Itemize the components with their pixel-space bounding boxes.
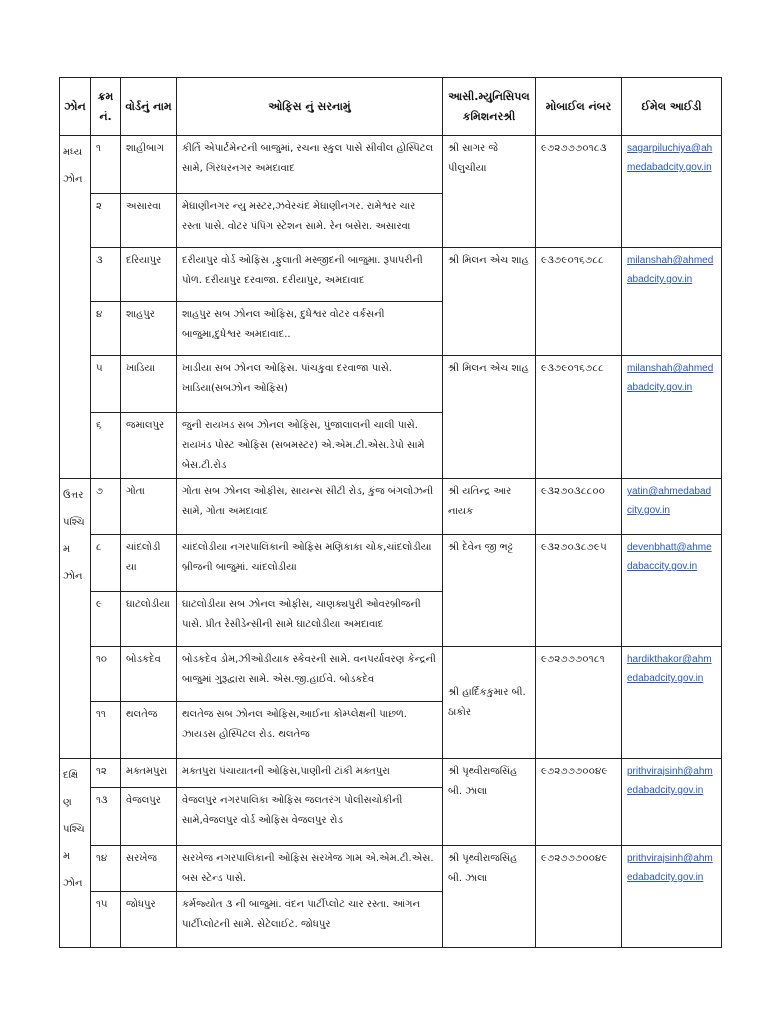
email-link[interactable]: devenbhatt@ahmedabaccity.gov.in [627,542,712,572]
ward-cell: જોધપુર [121,892,177,948]
serial-cell: ૧ [91,136,121,194]
email-cell[interactable] [622,535,722,647]
ward-cell: દરિયાપુર [121,248,177,302]
ward-cell: ઘાટલોડીયા [121,592,177,647]
mobile-cell: ૯૭૨૭૭૭૦૧૮૩ [536,136,622,248]
serial-cell: ૧૦ [91,647,121,702]
table-row [60,479,722,535]
ward-cell: ખાડિયા [121,356,177,413]
officer-cell: શ્રી યતિન્દ્ર આર નાયક [443,479,536,535]
email-cell[interactable] [622,759,722,846]
header-mobile: મોબાઈલ નંબર [536,78,622,136]
mobile-cell: ૯૭૨૭૭૭૦૦૪૯ [536,759,622,846]
header-address: ઓફિસ નું સરનામું [177,78,443,136]
ward-cell: ચાંદલોડીયા [121,535,177,592]
serial-cell: ૧૧ [91,702,121,759]
header-row [60,78,722,136]
address-cell: ચાંદલોડીયા નગરપાલિકાની ઓફિસ મણિકાકા ચોક,ચાંદલોડીયા બ્રીજની બાજુમાં. ચાંદલોડીયા [177,535,443,592]
mobile-cell: ૯૩૭૯૦૧૬૭૮૮ [536,248,622,356]
address-cell: ખાડીયા સબ ઝોનલ ઓફિસ. પાંચકુવા દરવાજા પાસે. ખાડિયા(સબઝોન ઓફિસ) [177,356,443,413]
header-zone: ઝોન [60,78,91,136]
email-cell[interactable] [622,846,722,948]
officer-cell: શ્રી પૃથ્વીરાજસિંહ બી. ઝાલા [443,846,536,948]
address-cell: બોડકદેવ ડોમ,ઝીઓડીયાક સ્કેવરની સામે. વનપર્યાવરણ કેન્દ્રની બાજુમાં ગુરૂદ્વારા સામે. એસ.જી.હાઈવે. બોડકદેવ [177,647,443,702]
address-cell: શાહપુર સબ ઝોનલ ઓફિસ, દુધેશ્વર વોટર વર્કસની બાજુમા,દુધેશ્વર અમદાવાદ.. [177,302,443,356]
table-row [60,647,722,702]
address-cell: જુની રાયખડ સબ ઝોનલ ઓફિસ, પુંજાલાલની ચાલી પાસે. રાયખંડ પોસ્ટ ઓફિસ (સબમસ્ટર) એ.એમ.ટી.એસ.ડેપો સામે બેસ.ટી.રોડ [177,413,443,479]
ward-cell: અસારવા [121,194,177,248]
officer-cell: શ્રી હાર્દિકકુમાર બી. ઠાકોર [443,647,536,759]
email-link[interactable]: prithvirajsinh@ahmedabadcity.gov.in [627,853,713,883]
address-cell: કર્મજ્યોત ૩ ની બાજુમાં. વંદન પાર્ટીપ્લોટ ચાર રસ્તા. આંગન પાર્ટીપ્લોટની સામે. સેટેલાઈટ. જોધપુર [177,892,443,948]
ward-cell: જમાલપુર [121,413,177,479]
email-link[interactable]: sagarpiluchiya@ahmedabadcity.gov.in [627,143,713,173]
table-row [60,356,722,413]
serial-cell: ૧૪ [91,846,121,892]
email-link[interactable]: milanshah@ahmedabadcity.gov.in [627,255,714,285]
address-cell: થલતેજ સબ ઝોનલ ઓફિસ,આઈના કોમ્પ્લેક્ષની પાછળ. ઝાયડસ હોસ્પિટલ રોડ. થલતેજ [177,702,443,759]
table-row [60,759,722,788]
ward-cell: મક્તમપુરા [121,759,177,788]
serial-cell: ૭ [91,479,121,535]
mobile-cell: ૯૭૨૭૭૭૦૦૪૯ [536,846,622,948]
serial-cell: ૮ [91,535,121,592]
address-cell: વેજલપુર નગરપાલિકા ઓફિસ જલતરંગ પોલીસચોકીની સામે,વેજલપુર વોર્ડ ઓફિસ વેજલપુર રોડ [177,788,443,846]
serial-cell: ૩ [91,248,121,302]
serial-cell: ૯ [91,592,121,647]
email-link[interactable]: hardikthakor@ahmedabadcity.gov.in [627,654,712,684]
serial-cell: ૫ [91,356,121,413]
serial-cell: ૨ [91,194,121,248]
ward-cell: બોડકદેવ [121,647,177,702]
officer-cell: શ્રી દેવેન જી ભટ્ટ [443,535,536,647]
header-ward: વોર્ડનું નામ [121,78,177,136]
officer-cell: શ્રી પૃથ્વીરાજસિંહ બી. ઝાલા [443,759,536,846]
email-link[interactable]: milanshah@ahmedabadcity.gov.in [627,363,714,393]
serial-cell: ૪ [91,302,121,356]
address-cell: દરીયાપુર વોર્ડ ઓફિસ ,ફુલાતી મસ્જીદની બાજુમા. રૂપાપરીની પોળ. દરીયાપુર દરવાજા. દરીયાપુર, અમદાવાદ [177,248,443,302]
address-cell: કીર્તિ એપાર્ટમેન્ટની બાજુમાં, રચના સ્કુલ પાસે સીવીલ હોસ્પિટલ સામે, ગિરધરનગર અમદાવાદ [177,136,443,194]
address-cell: ઘાટલોડીયા સબ ઝોનલ ઓફીસ, ચાણક્યપુરી ઓવરબ્રીજની પાસે. પ્રીત રેસીડેન્સીની સામે ઘાટલોડીયા અમદાવાદ [177,592,443,647]
officer-cell: શ્રી મિલન એચ શાહ [443,248,536,356]
mobile-cell: ૯૩૨૭૦૩૮૮૦૦ [536,479,622,535]
table-row [60,846,722,892]
serial-cell: ૧૨ [91,759,121,788]
table-row [60,535,722,592]
zone-cell: દક્ષિ ણ પશ્ચિ મ ઝોન [60,759,91,948]
address-cell: સરખેજ નગરપાલિકાની ઓફિસ સરખેજ ગામ એ.એમ.ટી.એસ. બસ સ્ટેન્ડ પાસે. [177,846,443,892]
email-cell[interactable] [622,356,722,479]
officer-cell: શ્રી મિલન એચ શાહ [443,356,536,479]
serial-cell: ૧૩ [91,788,121,846]
email-cell[interactable] [622,136,722,248]
mobile-cell: ૯૩૨૭૦૩૮૭૯૫ [536,535,622,647]
ward-office-table [59,77,722,948]
ward-cell: ગોતા [121,479,177,535]
mobile-cell: ૯૩૭૯૦૧૬૭૮૮ [536,356,622,479]
address-cell: ગોતા સબ ઝોનલ ઓફીસ, સાયન્સ સીટી રોડ, કુંજ બંગલોઝની સામે, ગોતા અમદાવાદ [177,479,443,535]
email-cell[interactable] [622,647,722,759]
email-cell[interactable] [622,479,722,535]
zone-cell: ઉત્તર પશ્ચિ મ ઝોન [60,479,91,759]
header-officer: આસી.મ્યુનિસિપલ કમિશનરશ્રી [443,78,536,136]
serial-cell: ૧૫ [91,892,121,948]
email-cell[interactable] [622,248,722,356]
address-cell: મેઘાણીનગર ન્યુ મસ્ટર,ઝવેરચંદ મેઘાણીનગર. રામેશ્વર ચાર રસ્તા પાસે. વોટર પંપિંગ સ્ટેશન સામે. રેન બસેરા. અસારવા [177,194,443,248]
ward-cell: વેજલપુર [121,788,177,846]
serial-cell: ૬ [91,413,121,479]
zone-cell: મધ્ય ઝોન [60,136,91,479]
ward-cell: સરખેજ [121,846,177,892]
ward-cell: શાહીબાગ [121,136,177,194]
header-serial: ક્રમ નં. [91,78,121,136]
mobile-cell: ૯૭૨૭૭૭૦૧૮૧ [536,647,622,759]
email-link[interactable]: yatin@ahmedabadcity.gov.in [627,486,712,516]
address-cell: મક્તપુરા પંચાયાતની ઓફિસ,પાણીની ટાંકી મક્તપુરા [177,759,443,788]
ward-cell: શાહપુર [121,302,177,356]
officer-cell: શ્રી સાગર જે પીલુચીયા [443,136,536,248]
email-link[interactable]: prithvirajsinh@ahmedabadcity.gov.in [627,766,713,796]
table-row [60,136,722,194]
table-row [60,248,722,302]
ward-cell: થલતેજ [121,702,177,759]
header-email: ઈમેલ આઈડી [622,78,722,136]
